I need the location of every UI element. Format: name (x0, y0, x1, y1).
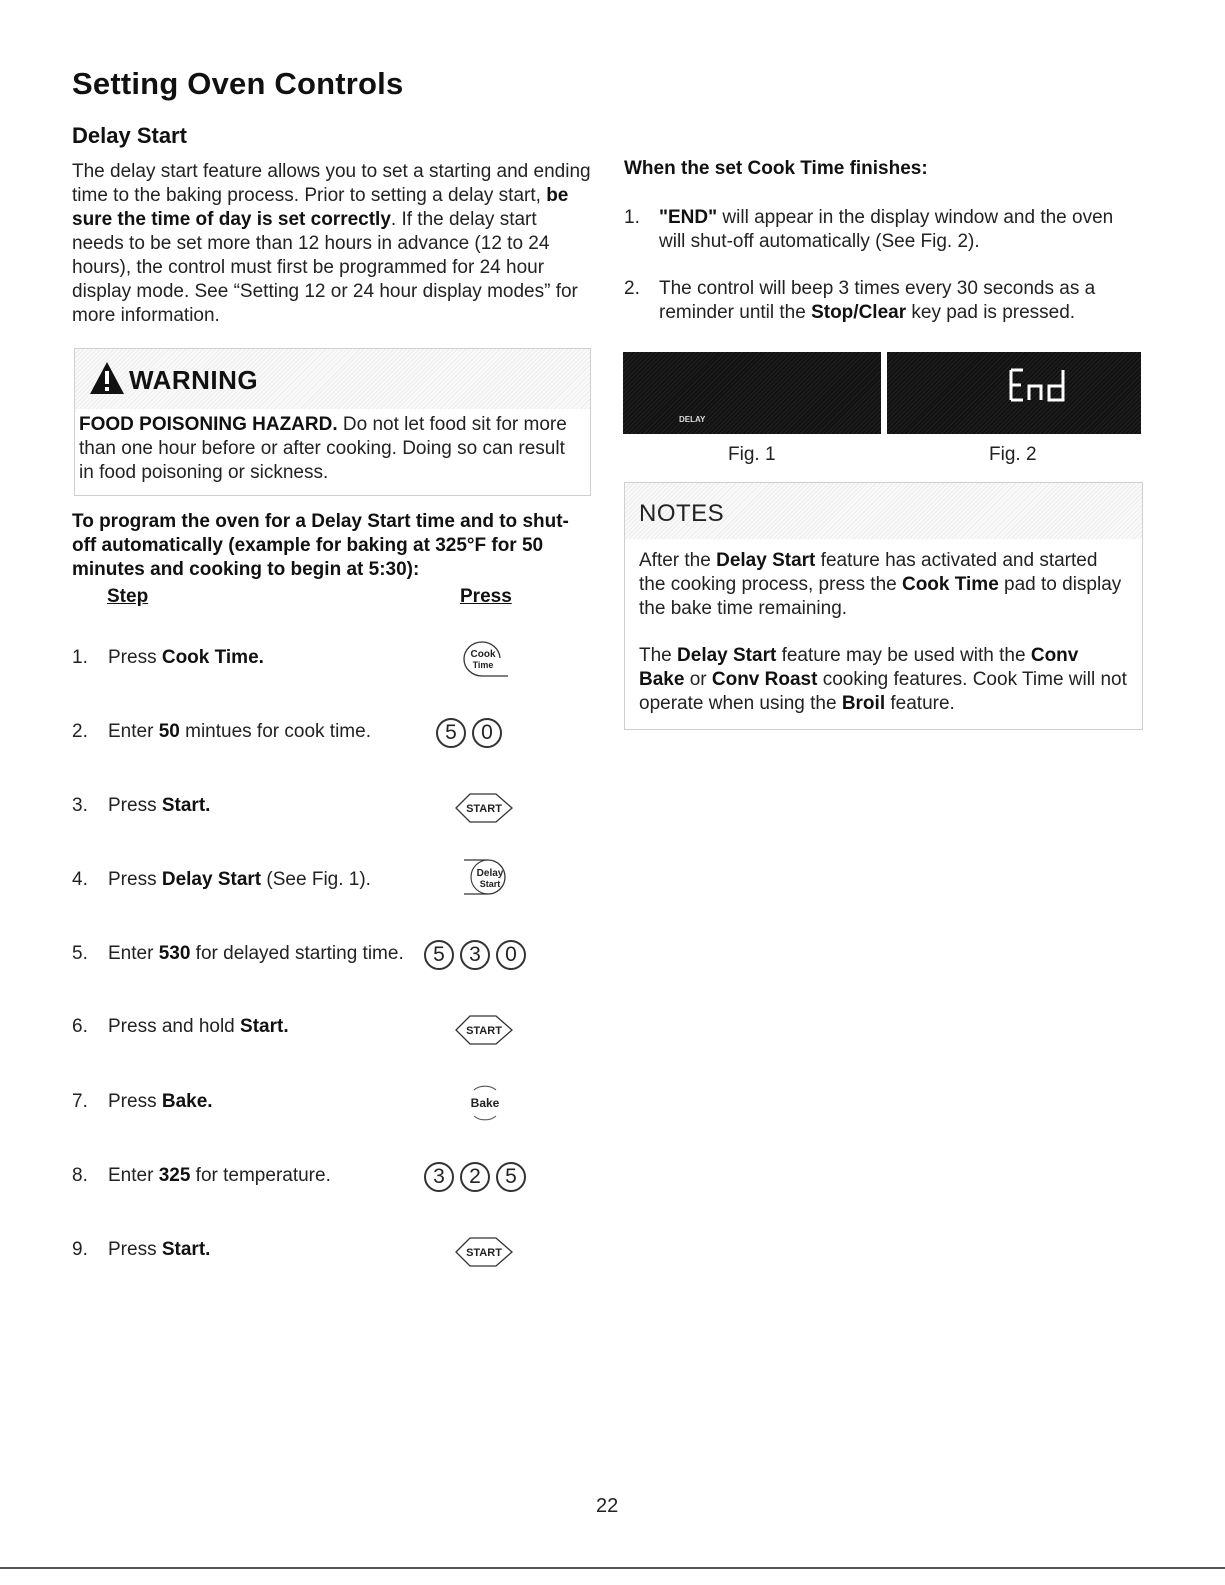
digit-0-key: 0 (472, 718, 502, 748)
fig1-caption: Fig. 1 (728, 444, 776, 465)
step-text: Press (108, 1091, 162, 1112)
delay-key-label: Delay (476, 868, 504, 879)
time-key-label: Time (472, 660, 494, 670)
step-text: Enter (108, 721, 159, 742)
step-bold: Start. (161, 795, 211, 816)
start-key-icon (452, 1232, 516, 1272)
step-bold: 50 (158, 721, 180, 742)
notes-box (624, 482, 1143, 730)
intro-text-1: The delay start feature allows you to set a starting and ending time to the baking process. Prior to setting a delay start, (72, 161, 591, 206)
step-number: 5. (72, 943, 88, 964)
step-text: mintues for cook time. (179, 721, 371, 742)
step-number: 7. (72, 1091, 88, 1112)
warning-triangle-icon (89, 361, 125, 395)
intro-paragraph (72, 160, 592, 328)
note-text: pad to display the bake time remaining. (639, 574, 1122, 619)
step-text: for temperature. (190, 1165, 331, 1186)
footer-rule (0, 1567, 1225, 1569)
digit-0-key: 0 (496, 940, 526, 970)
step-column-header: Step (107, 586, 149, 607)
digit-2-key: 2 (460, 1162, 490, 1192)
warning-title: WARNING (129, 365, 259, 395)
warning-hazard: FOOD POISONING HAZARD. (79, 414, 338, 435)
item-number: 1. (624, 207, 640, 228)
digit-keys-530 (424, 940, 526, 970)
step-number: 8. (72, 1165, 88, 1186)
program-heading: To program the oven for a Delay Start time and to shut-off automatically (example for baking at 325°F for 50 minutes and cooking to begin at 5:30): (72, 511, 569, 580)
step-bold: Bake. (161, 1091, 213, 1112)
digit-keys-50 (436, 718, 502, 748)
note-2 (639, 644, 1129, 716)
digit-5-key: 5 (496, 1162, 526, 1192)
item-number: 2. (624, 278, 640, 299)
item-text: The control will beep 3 times every 30 seconds as a reminder until the (659, 278, 1096, 323)
notes-title: NOTES (639, 500, 725, 527)
end-segment-display (1005, 366, 1069, 406)
note-text: feature. (885, 693, 955, 714)
note-1 (639, 549, 1129, 621)
step-bold: 325 (158, 1165, 191, 1186)
step-bold: 530 (158, 943, 191, 964)
step-text: Press (108, 795, 162, 816)
digit-3-key: 3 (424, 1162, 454, 1192)
press-column-header: Press (460, 586, 512, 607)
digit-5-key: 5 (424, 940, 454, 970)
step-bold: Start. (161, 1239, 211, 1260)
note-text: feature has activated and started the cooking process, press the (639, 550, 1098, 595)
cook-key-label: Cook (470, 649, 496, 660)
item-text: will appear in the display window and the oven will shut-off automatically (See Fig. 2). (659, 207, 1114, 252)
fig2-display (887, 352, 1141, 434)
note-bold: Cook Time (901, 574, 999, 595)
item-text: key pad is pressed. (906, 302, 1076, 323)
section-title: Delay Start (72, 123, 187, 148)
cook-time-key-icon (452, 638, 512, 680)
digit-keys-325 (424, 1162, 526, 1192)
delay-start-key-icon (458, 856, 514, 902)
start-key-icon (452, 788, 516, 828)
step-number: 6. (72, 1016, 88, 1037)
end-label: "END" (659, 207, 718, 228)
start-key-icon (452, 1010, 516, 1050)
step-text: Press (108, 647, 162, 668)
step-number: 9. (72, 1239, 88, 1260)
step-text: Enter (108, 943, 159, 964)
note-bold: Conv Bake (639, 645, 1079, 690)
bake-key-label: Bake (470, 1096, 500, 1110)
fig1-display (623, 352, 881, 434)
page-title: Setting Oven Controls (72, 66, 404, 101)
finish-heading: When the set Cook Time finishes: (624, 158, 928, 179)
step-number: 3. (72, 795, 88, 816)
step-number: 2. (72, 721, 88, 742)
start-key-label: START (466, 1247, 502, 1259)
warning-text (79, 413, 584, 485)
start-key-label: START (466, 1025, 502, 1037)
note-bold: Delay Start (716, 550, 816, 571)
fig2-caption: Fig. 2 (989, 444, 1037, 465)
step-bold: Delay Start (161, 869, 262, 890)
step-text: Press and hold (108, 1016, 241, 1037)
page-number: 22 (596, 1495, 619, 1517)
note-bold: Delay Start (677, 645, 777, 666)
notes-header (625, 483, 1142, 539)
note-text: The (639, 645, 678, 666)
note-text: feature may be used with the (776, 645, 1031, 666)
start-key-label: START (466, 803, 502, 815)
step-number: 1. (72, 647, 88, 668)
step-text: Enter (108, 1165, 159, 1186)
step-bold: Start. (240, 1016, 289, 1037)
note-bold: Broil (841, 693, 886, 714)
note-text: cooking features. Cook Time will not operate when using the (639, 669, 1127, 714)
step-text: (See Fig. 1). (261, 869, 371, 890)
end-display-text (887, 352, 888, 353)
step-bold: Cook Time. (161, 647, 264, 668)
intro-bold: be sure the time of day is set correctly (72, 185, 569, 230)
finish-item-2 (624, 277, 1134, 325)
warning-header (75, 349, 590, 409)
note-text: or (684, 669, 712, 690)
warning-box (74, 348, 591, 496)
delay-start-key-label: Start (479, 879, 501, 889)
bake-key-icon (462, 1080, 508, 1126)
finish-item-1 (624, 206, 1134, 254)
step-text: Press (108, 1239, 162, 1260)
step-number: 4. (72, 869, 88, 890)
step-text: Press (108, 869, 162, 890)
warning-body: Do not let food sit for more than one hour before or after cooking. Doing so can result in food poisoning or sickness. (79, 414, 567, 483)
digit-5-key: 5 (436, 718, 466, 748)
digit-3-key: 3 (460, 940, 490, 970)
note-text: After the (639, 550, 717, 571)
stop-clear-label: Stop/Clear (811, 302, 907, 323)
intro-text-2: . If the delay start needs to be set more than 12 hours in advance (12 to 24 hours), the control must first be programmed for 24 hour display mode. See “Setting 12 or 24 hour display modes” for more information. (72, 209, 578, 326)
step-text: for delayed starting time. (190, 943, 404, 964)
delay-indicator: DELAY (679, 415, 706, 424)
note-bold: Conv Roast (711, 669, 818, 690)
